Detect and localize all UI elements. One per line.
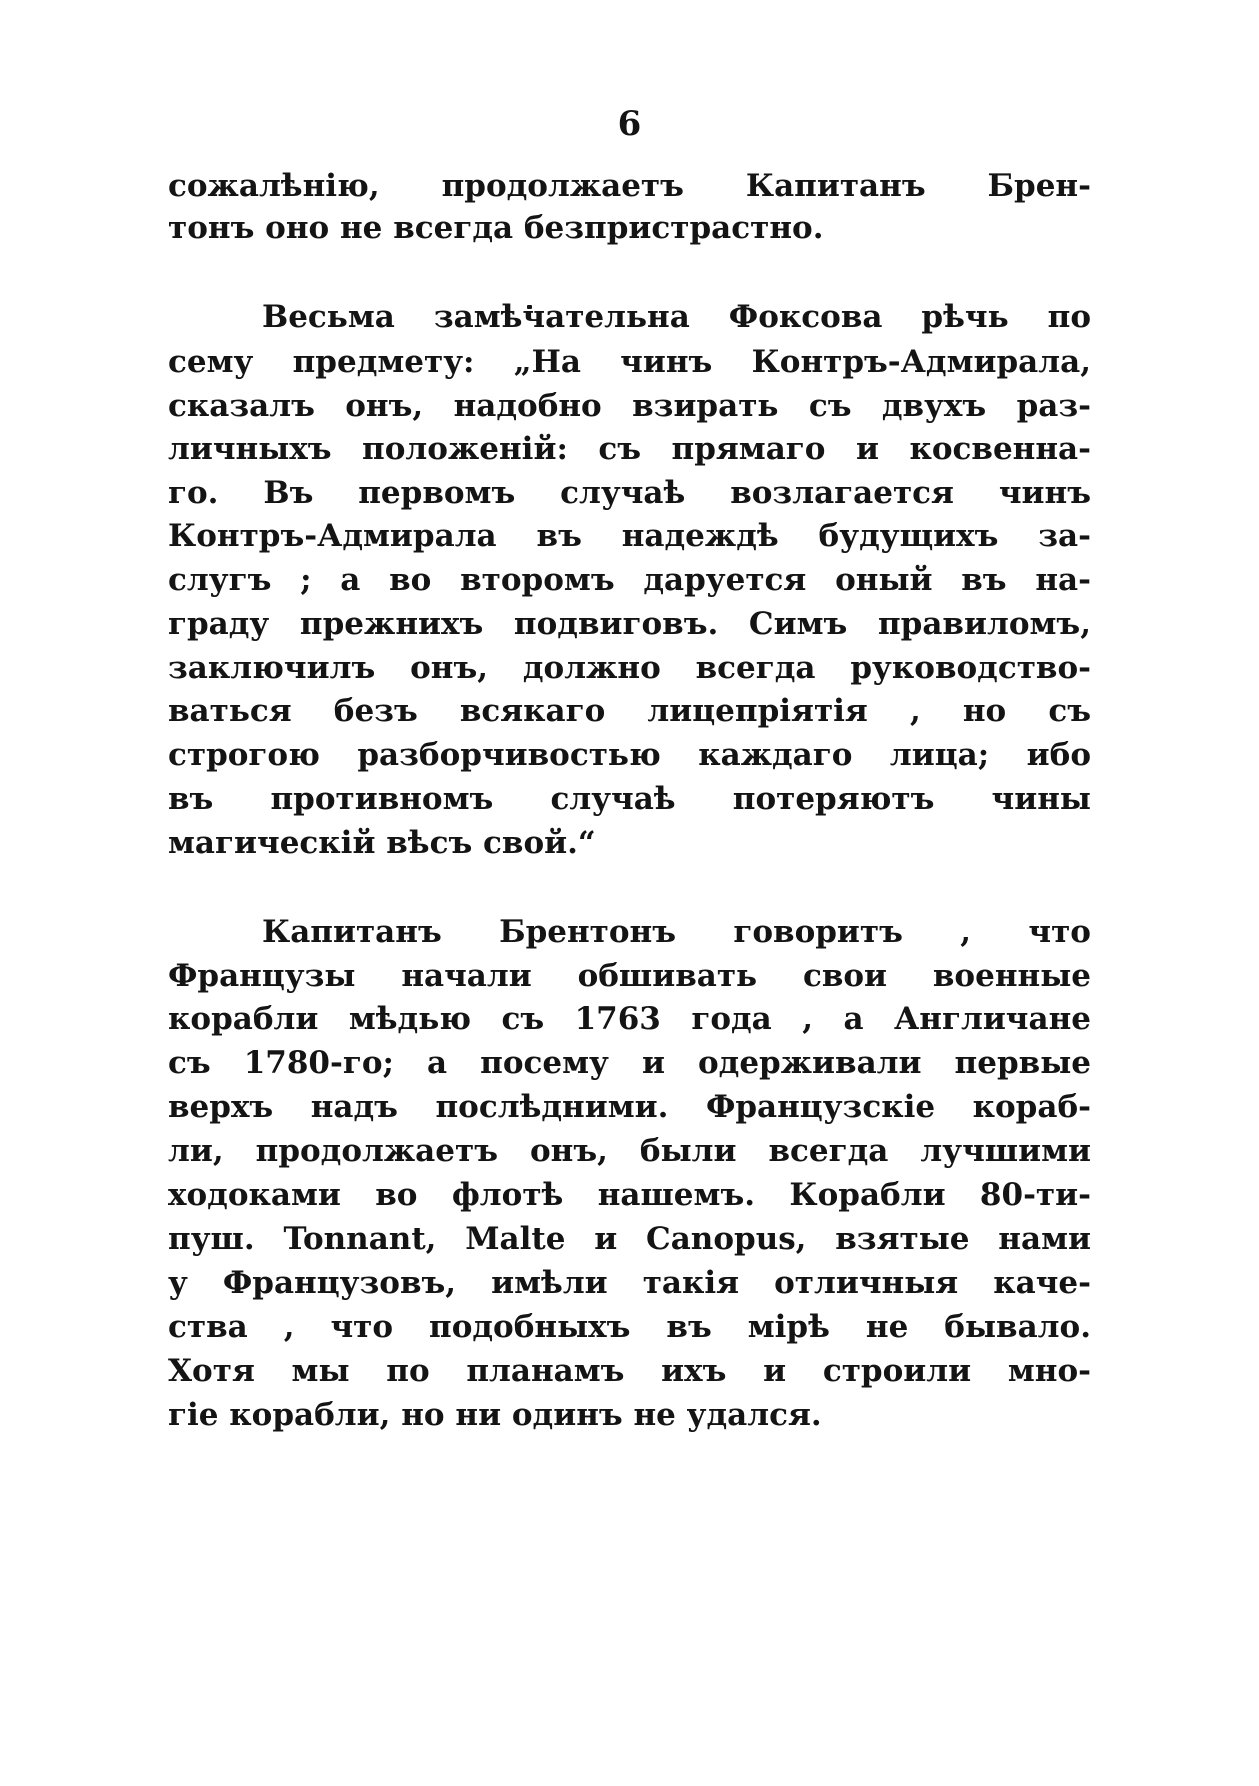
text-line: Хотя мы по планамъ ихъ и строили мно- [168, 1353, 1091, 1389]
text-line: въ противномъ случаѣ потеряютъ чины [168, 781, 1091, 817]
text-line: Капитанъ Брентонъ говоритъ , что [262, 914, 1091, 950]
text-line: личныхъ положеній: съ прямаго и косвенна- [168, 431, 1091, 467]
text-line: ли, продолжаетъ онъ, были всегда лучшими [168, 1133, 1091, 1169]
text-line: у Французовъ, имѣли такія отличныя каче- [168, 1265, 1091, 1301]
text-line: пуш. Tonnant, Malte и Canopus, взятые нами [168, 1221, 1091, 1257]
text-line: ваться безъ всякаго лицепріятія , но съ [168, 693, 1091, 729]
text-line: корабли мѣдью съ 1763 года , а Англичане [168, 1001, 1091, 1037]
text-line: ства , что подобныхъ въ мірѣ не бывало. [168, 1309, 1091, 1345]
text-line: ходоками во флотѣ нашемъ. Корабли 80-ти- [168, 1177, 1091, 1213]
text-line: сказалъ онъ, надобно взирать съ двухъ раз- [168, 388, 1091, 424]
text-line: строгою разборчивостью каждаго лица; ибо [168, 737, 1091, 773]
text-line: Французы начали обшивать свои военные [168, 958, 1091, 994]
text-line: тонъ оно не всегда безпристрастно. [168, 210, 824, 246]
text-line: Контръ-Адмирала въ надеждѣ будущихъ за- [168, 518, 1091, 554]
text-line: съ 1780-го; а посему и одерживали первые [168, 1045, 1091, 1081]
text-line: го. Въ первомъ случаѣ возлагается чинъ [168, 475, 1091, 511]
text-line: гіе корабли, но ни одинъ не удался. [168, 1397, 822, 1433]
text-line: магическій вѣсъ свой.“ [168, 825, 596, 861]
text-line: сожалѣнію, продолжаетъ Капитанъ Брен- [168, 168, 1091, 204]
text-line: Весьма замѣчательна Фоксова рѣчь по [262, 299, 1091, 335]
text-line: слугъ ; а во второмъ даруется оный въ на- [168, 562, 1091, 598]
text-line: верхъ надъ послѣдними. Французскіе кораб- [168, 1089, 1091, 1125]
text-line: заключилъ онъ, должно всегда руководство- [168, 650, 1091, 686]
text-line: граду прежнихъ подвиговъ. Симъ правиломъ, [168, 606, 1091, 642]
text-line: сему предмету: „На чинъ Контръ-Адмирала, [168, 344, 1091, 380]
page-number: 6 [617, 104, 642, 144]
